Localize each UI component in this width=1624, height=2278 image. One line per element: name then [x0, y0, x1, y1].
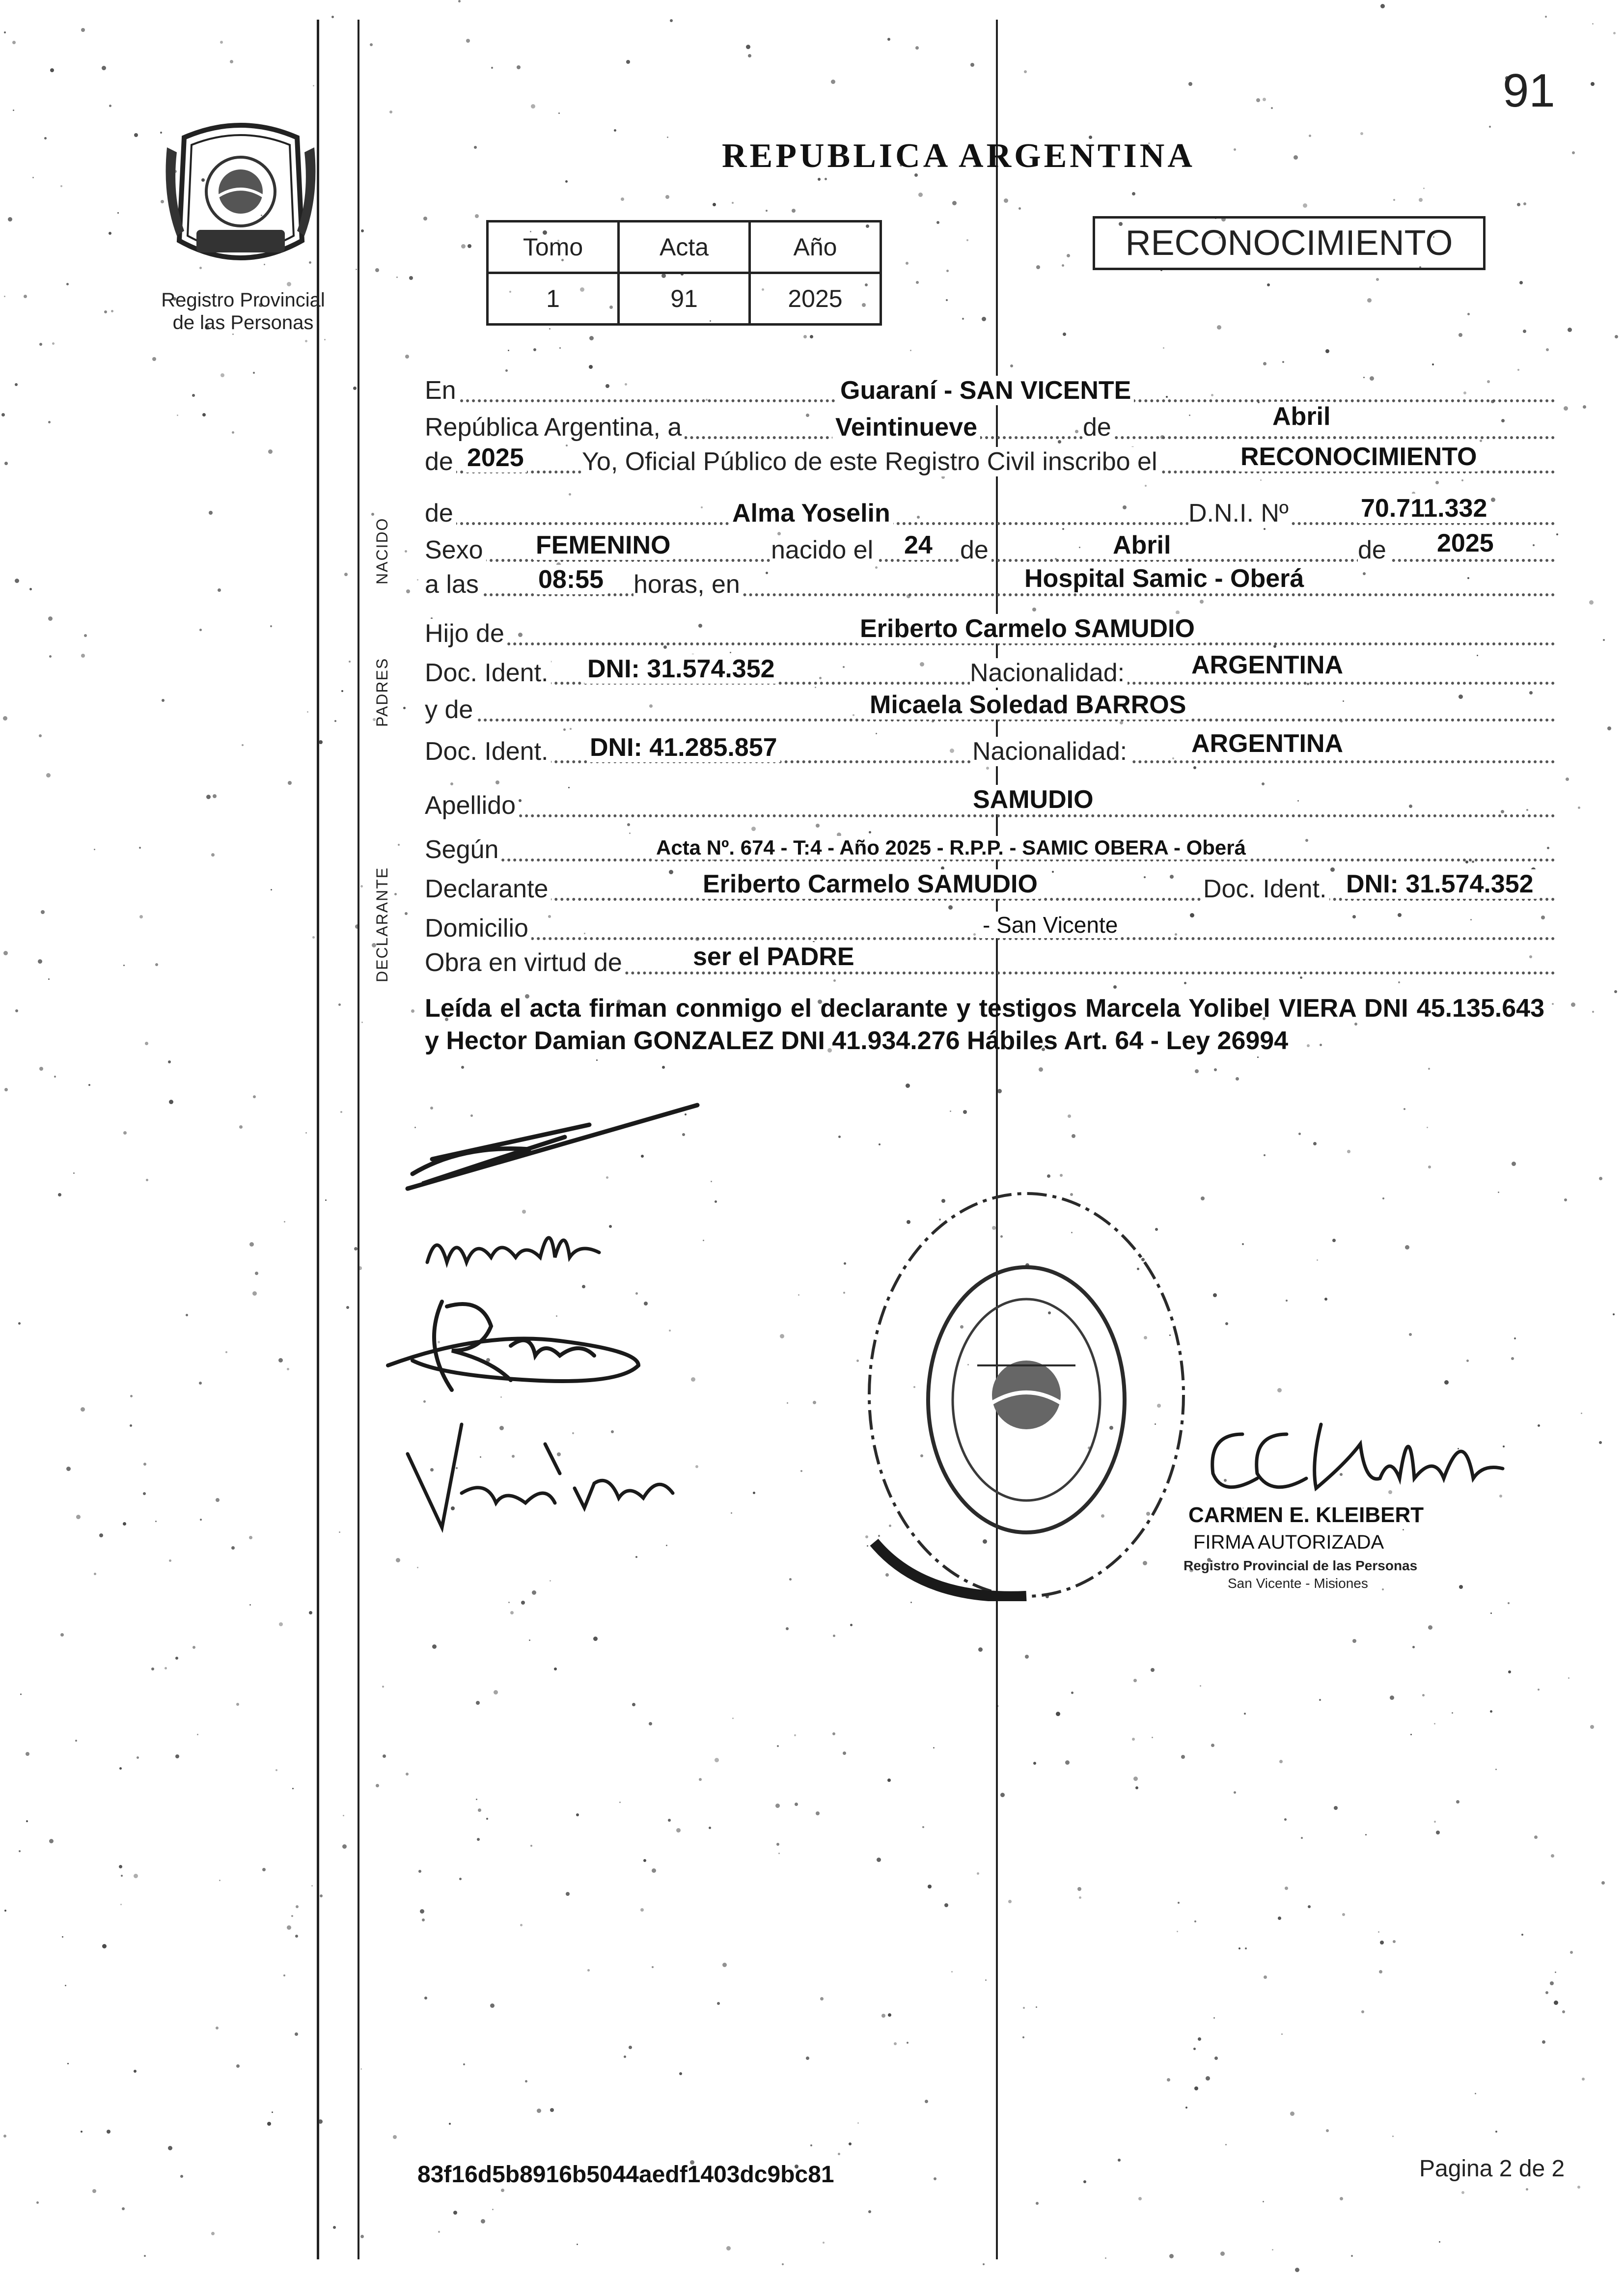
- row-surname: [425, 786, 1555, 820]
- mother-doc-label: Doc. Ident.: [425, 737, 551, 766]
- day-value: Veintinueve: [832, 413, 980, 442]
- row-father-doc: [425, 653, 1555, 688]
- row-child: [425, 494, 1555, 528]
- document-hash: 83f16d5b8916b5044aedf1403dc9bc81: [417, 2162, 834, 2188]
- registry-logo: [162, 118, 319, 275]
- child-label: de: [425, 499, 456, 528]
- mother-label: y de: [425, 695, 476, 724]
- tomo-value: 1: [488, 273, 619, 325]
- page-number: 91: [1503, 64, 1555, 117]
- row-address: [425, 909, 1555, 943]
- declarant-label: Declarante: [425, 874, 551, 904]
- mother-name-value: Micaela Soledad BARROS: [867, 690, 1189, 720]
- closing-statement: Leída el acta firman conmigo el declarante y testigos Marcela Yolibel VIERA DNI 45.135.643 y Hector Damian GONZALEZ DNI 41.934.276 Hábiles Art. 64 - Ley 26994: [425, 994, 1544, 1055]
- anio-value: 2025: [750, 273, 881, 325]
- address-label: Domicilio: [425, 914, 531, 943]
- year-prefix-label: de: [425, 447, 456, 476]
- de-label-2: de: [1358, 535, 1389, 565]
- according-value: Acta Nº. 674 - T:4 - Año 2025 - R.P.P. - SAMIC OBERA - Oberá: [653, 836, 1249, 860]
- place-value: Guaraní - SAN VICENTE: [837, 376, 1134, 405]
- registry-name: Registro Provincial de las Personas: [161, 289, 325, 333]
- row-sex: [425, 530, 1555, 565]
- father-nationality-value: ARGENTINA: [1188, 650, 1346, 680]
- side-label-declarant: DECLARANTE: [373, 866, 391, 982]
- at-label: a las: [425, 570, 482, 599]
- father-name-value: Eriberto Carmelo SAMUDIO: [857, 614, 1198, 643]
- declarant-doc-label: Doc. Ident.: [1203, 874, 1329, 904]
- register-text: Yo, Oficial Público de este Registro Civil inscribo el: [582, 447, 1160, 476]
- acta-header: Acta: [619, 222, 750, 273]
- birth-time-value: 08:55: [535, 565, 606, 594]
- month-value: Abril: [1269, 402, 1333, 431]
- surname-label: Apellido: [425, 791, 519, 820]
- row-time: [425, 565, 1555, 599]
- row-mother: [425, 690, 1555, 724]
- official-signature: [1198, 1405, 1513, 1503]
- declarant-doc-value: DNI: 31.574.352: [1343, 869, 1537, 899]
- row-declarant: [425, 869, 1555, 904]
- row-date: [425, 402, 1555, 442]
- document-title: REPUBLICA ARGENTINA: [722, 137, 1195, 175]
- father-nat-label: Nacionalidad:: [970, 658, 1128, 688]
- sex-label: Sexo: [425, 535, 486, 565]
- act-type-box: RECONOCIMIENTO: [1093, 216, 1486, 270]
- scan-border-inner: [358, 20, 359, 2259]
- by-virtue-label: Obra en virtud de: [425, 948, 625, 977]
- reference-header-row: [488, 222, 881, 273]
- father-label: Hijo de: [425, 619, 507, 648]
- row-place: [425, 371, 1555, 405]
- acta-value: 91: [619, 273, 750, 325]
- child-dni-value: 70.711.332: [1358, 494, 1490, 523]
- de-label-1: de: [960, 535, 991, 565]
- place-label: En: [425, 376, 459, 405]
- father-doc-value: DNI: 31.574.352: [584, 654, 778, 684]
- row-according: [425, 830, 1555, 864]
- scan-border-left: [317, 20, 319, 2259]
- birth-month-value: Abril: [1110, 530, 1174, 560]
- of-label: de: [1083, 413, 1114, 442]
- witness-viera-signature: [398, 1415, 692, 1542]
- mother-nat-label: Nacionalidad:: [972, 737, 1130, 766]
- reference-table: [486, 220, 882, 326]
- tomo-header: Tomo: [488, 222, 619, 273]
- child-name-value: Alma Yoselin: [729, 499, 893, 528]
- scan-fold-line: [996, 20, 998, 2259]
- birth-year-value: 2025: [1434, 528, 1497, 558]
- according-label: Según: [425, 835, 501, 864]
- page-indicator: Pagina 2 de 2: [1419, 2156, 1565, 2182]
- mother-doc-value: DNI: 41.285.857: [587, 733, 780, 762]
- authority-name: CARMEN E. KLEIBERT: [1188, 1503, 1424, 1527]
- witness-mark-signature: [422, 1208, 609, 1277]
- witness-gonzalez-signature: [383, 1287, 658, 1400]
- address-value: - San Vicente: [980, 912, 1121, 938]
- hours-label: horas, en: [633, 570, 743, 599]
- side-label-born: NACIDO: [373, 517, 391, 584]
- official-seal: [864, 1189, 1188, 1601]
- anio-header: Año: [750, 222, 881, 273]
- row-by-virtue: [425, 943, 1555, 977]
- authority-org: Registro Provincial de las Personas: [1184, 1558, 1418, 1573]
- year-value: 2025: [464, 443, 527, 472]
- side-label-parents: PADRES: [373, 657, 391, 727]
- reference-value-row: [488, 273, 881, 325]
- by-virtue-value: ser el PADRE: [690, 942, 857, 972]
- birth-place-value: Hospital Samic - Oberá: [1021, 564, 1307, 593]
- mother-nationality-value: ARGENTINA: [1188, 729, 1346, 758]
- row-mother-doc: [425, 729, 1555, 766]
- row-father: [425, 614, 1555, 648]
- act-kind-value: RECONOCIMIENTO: [1238, 442, 1480, 472]
- declarant-name-value: Eriberto Carmelo SAMUDIO: [700, 869, 1041, 899]
- dni-label: D.N.I. Nº: [1188, 499, 1292, 528]
- sex-value: FEMENINO: [533, 530, 673, 560]
- born-label: nacido el: [771, 535, 876, 565]
- row-register: [425, 442, 1555, 476]
- authority-location: San Vicente - Misiones: [1228, 1576, 1368, 1591]
- republic-label: República Argentina, a: [425, 413, 685, 442]
- surname-value: SAMUDIO: [970, 785, 1097, 814]
- birth-day-value: 24: [901, 530, 936, 560]
- authority-role: FIRMA AUTORIZADA: [1193, 1531, 1384, 1553]
- father-doc-label: Doc. Ident.: [425, 658, 551, 688]
- declarant-signature: [403, 1090, 707, 1203]
